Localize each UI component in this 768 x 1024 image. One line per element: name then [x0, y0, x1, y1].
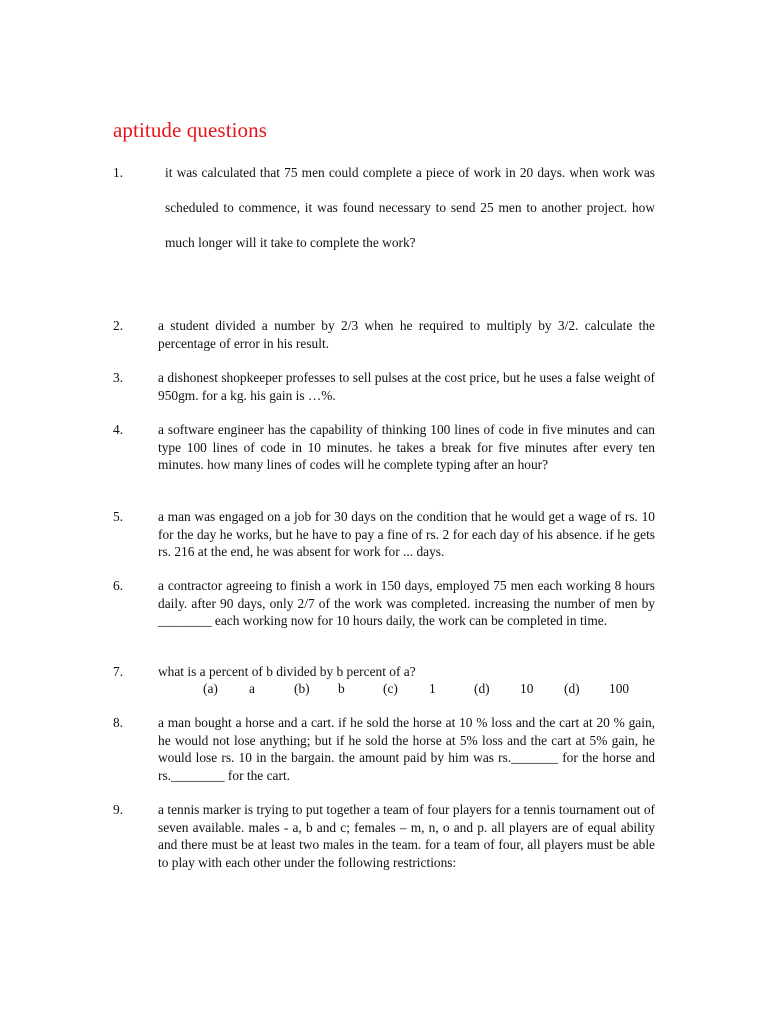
option-value: 10 — [520, 681, 534, 696]
question-text: a man was engaged on a job for 30 days on the condition that he would get a wage of rs. 10 for the day he works, but he have to pay a fine of rs. 2 for each day of his absence. if he gets rs. 216 at the end, he was absent for work for ... days. — [158, 509, 655, 560]
question-text: a tennis marker is trying to put together a team of four players for a tennis tournament out of seven available. males - a, b and c; females – m, n, o and p. all players are of equal ability and there must be at least two males in the team. for a team of four, all players must be able to play with each other under the following restrictions: — [158, 802, 655, 870]
question-text: what is a percent of b divided by b percent of a? — [158, 664, 416, 679]
question-text: a man bought a horse and a cart. if he sold the horse at 10 % loss and the cart at 20 % gain, he would not lose anything; but if he sold the horse at 5% loss and the cart at 5% gain, he would lose rs. 10 in the bargain. the amount paid by him was rs._______ for the horse and rs.________ for the cart. — [158, 715, 655, 783]
option-value: 1 — [429, 681, 436, 696]
option-value: a — [249, 681, 255, 696]
question-number: 7. — [113, 664, 124, 679]
question-text: a dishonest shopkeeper professes to sell pulses at the cost price, but he uses a false weight of 950gm. for a kg. his gain is …%. — [158, 370, 655, 403]
question-text: a student divided a number by 2/3 when he required to multiply by 3/2. calculate the percentage of error in his result. — [158, 318, 655, 351]
option-label: (a) — [203, 681, 218, 696]
question-number: 2. — [113, 318, 124, 333]
option-label: (c) — [383, 681, 398, 696]
document-title: aptitude questions — [113, 118, 268, 142]
option-value: 100 — [609, 681, 630, 696]
question-number: 5. — [113, 509, 124, 524]
option-value: b — [338, 681, 345, 696]
option-label: (d) — [474, 681, 490, 696]
question-number: 3. — [113, 370, 124, 385]
question-1 — [113, 164, 655, 254]
question-number: 9. — [113, 802, 124, 817]
option-label: (b) — [294, 681, 310, 696]
question-number: 1. — [113, 165, 124, 180]
question-number: 8. — [113, 715, 124, 730]
question-text: it was calculated that 75 men could complete a piece of work in 20 days. when work was scheduled to commence, it was found necessary to send 25 men to another project. how much longer will it take to complete the work? — [165, 165, 655, 250]
question-text: a contractor agreeing to finish a work in 150 days, employed 75 men each working 8 hours daily. after 90 days, only 2/7 of the work was completed. increasing the number of men by ________ each working now for 10 hours daily, the work can be completed in time. — [158, 578, 655, 629]
question-text: a software engineer has the capability of thinking 100 lines of code in five minutes and can type 100 lines of code in 10 minutes. he takes a break for five minutes after every ten minutes. how many lines of codes will he complete typing after an hour? — [158, 422, 655, 473]
option-label: (d) — [564, 681, 580, 696]
question-number: 6. — [113, 578, 124, 593]
question-number: 4. — [113, 422, 124, 437]
